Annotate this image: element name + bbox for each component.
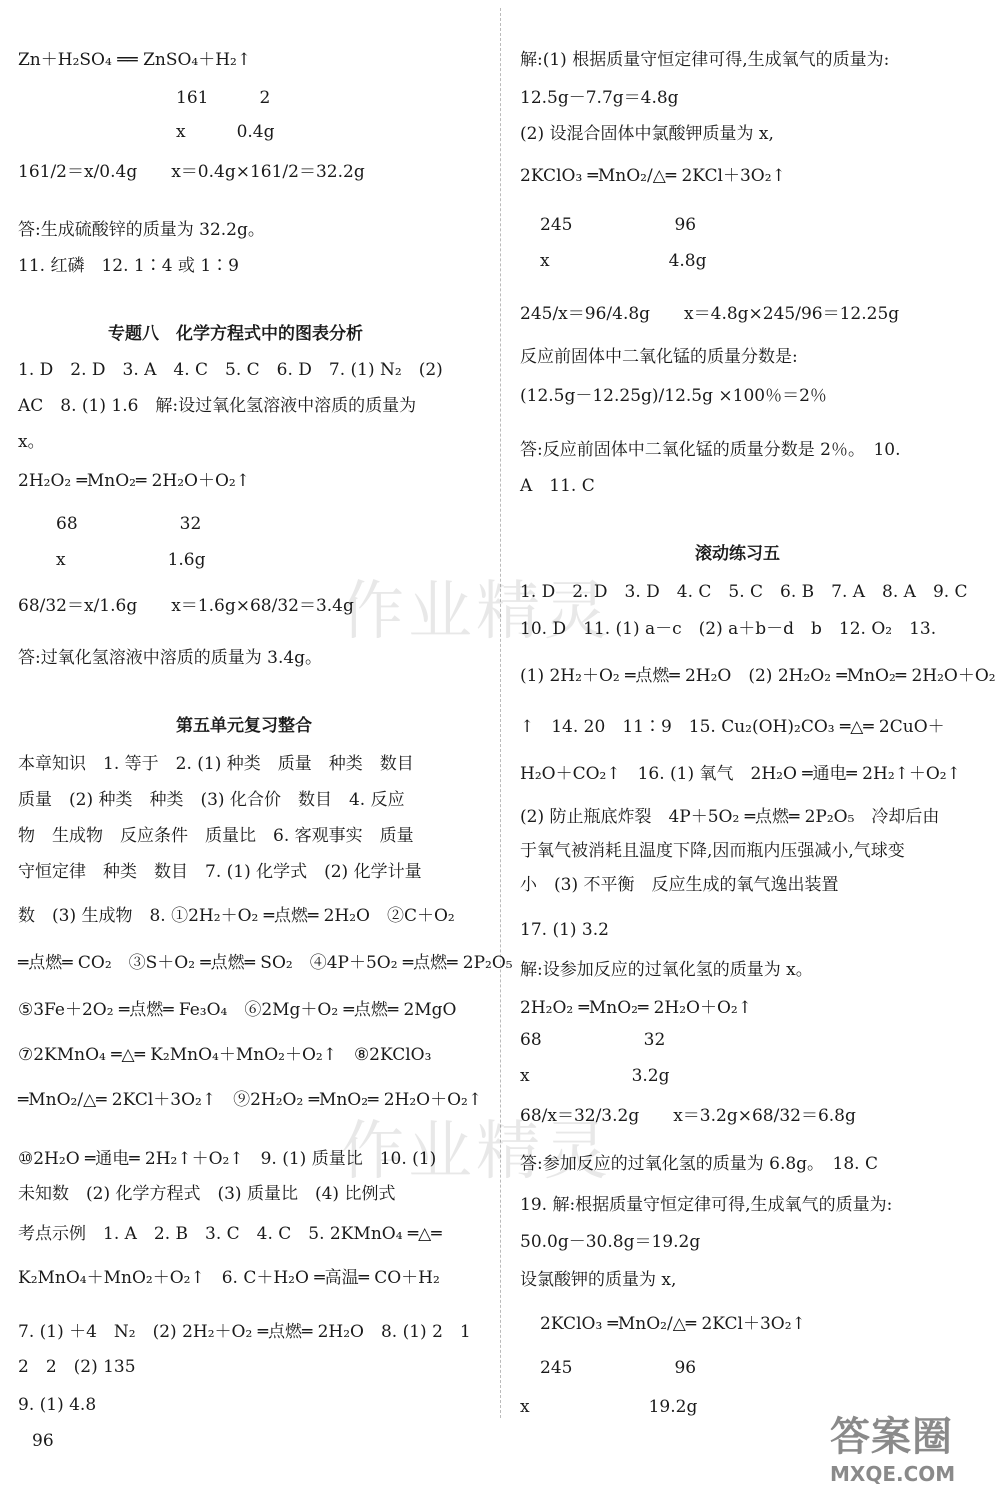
text-line: 10. D 11. (1) a－c (2) a＋b－d b 12. O₂ 13. (520, 619, 937, 639)
text-line: ⑤3Fe＋2O₂ ═点燃═ Fe₃O₄ ⑥2Mg＋O₂ ═点燃═ 2MgO (18, 1000, 457, 1020)
text-line: ⑦2KMnO₄ ═△═ K₂MnO₄＋MnO₂＋O₂↑ ⑧2KClO₃ (18, 1045, 432, 1065)
text-line: 考点示例 1. A 2. B 3. C 4. C 5. 2KMnO₄ ═△═ (18, 1224, 442, 1244)
text-line: ═MnO₂/△═ 2KCl＋3O₂↑ ⑨2H₂O₂ ═MnO₂═ 2H₂O＋O₂↑ (18, 1090, 483, 1110)
text-line: Zn＋H₂SO₄ ══ ZnSO₄＋H₂↑ (18, 50, 252, 70)
text-line: ↑ 14. 20 11∶9 15. Cu₂(OH)₂CO₃ ═△═ 2CuO＋ (520, 717, 945, 737)
text-line: 161 2 (176, 88, 271, 108)
text-line: (12.5g－12.25g)/12.5g ×100％＝2％ (520, 386, 827, 406)
text-line: (2) 防止瓶底炸裂 4P＋5O₂ ═点燃═ 2P₂O₅ 冷却后由 (520, 807, 940, 827)
text-line: (2) 设混合固体中氯酸钾质量为 x, (520, 124, 774, 144)
text-line: 答:反应前固体中二氧化锰的质量分数是 2％。 10. (520, 440, 901, 460)
text-line: 2KClO₃ ═MnO₂/△═ 2KCl＋3O₂↑ (520, 166, 786, 186)
text-line: 于氧气被消耗且温度下降,因而瓶内压强减小,气球变 (520, 841, 905, 861)
text-line: A 11. C (520, 476, 595, 496)
text-line: 68 32 (56, 514, 202, 534)
text-line: K₂MnO₄＋MnO₂＋O₂↑ 6. C＋H₂O ═高温═ CO＋H₂ (18, 1268, 440, 1288)
text-line: 12.5g－7.7g＝4.8g (520, 88, 679, 108)
text-line: 245 96 (540, 1358, 697, 1378)
text-line: 68 32 (520, 1030, 666, 1050)
text-line: 解:设参加反应的过氧化氢的质量为 x。 (520, 960, 813, 980)
text-line: 质量 (2) 种类 种类 (3) 化合价 数目 4. 反应 (18, 790, 405, 810)
text-line: H₂O＋CO₂↑ 16. (1) 氧气 2H₂O ═通电═ 2H₂↑＋O₂↑ (520, 764, 961, 784)
text-line: 2H₂O₂ ═MnO₂═ 2H₂O＋O₂↑ (520, 998, 752, 1018)
text-line: 7. (1) ＋4 N₂ (2) 2H₂＋O₂ ═点燃═ 2H₂O 8. (1) 2 1 (18, 1322, 471, 1342)
text-line: 答:过氧化氢溶液中溶质的质量为 3.4g。 (18, 648, 323, 668)
text-line: x。 (18, 432, 45, 452)
text-line: 245 96 (540, 215, 697, 235)
text-line: 答:参加反应的过氧化氢的质量为 6.8g。 18. C (520, 1154, 878, 1174)
text-line: 17. (1) 3.2 (520, 920, 609, 940)
text-line: 1. D 2. D 3. A 4. C 5. C 6. D 7. (1) N₂ (2) (18, 360, 443, 380)
text-line: 9. (1) 4.8 (18, 1395, 97, 1415)
watermark: 作业精灵 (340, 575, 612, 649)
page-number: 96 (32, 1431, 54, 1451)
watermark: 作业精灵 (340, 1115, 612, 1189)
text-line: 守恒定律 种类 数目 7. (1) 化学式 (2) 化学计量 (18, 862, 422, 882)
text-line: 小 (3) 不平衡 反应生成的氧气逸出装置 (520, 875, 839, 895)
text-line: 2 2 (2) 135 (18, 1357, 136, 1377)
site-logo (830, 1405, 955, 1486)
text-line: 1. D 2. D 3. D 4. C 5. C 6. B 7. A 8. A 9. C (520, 582, 968, 602)
text-line: x 3.2g (520, 1066, 670, 1086)
text-line: ⑩2H₂O ═通电═ 2H₂↑＋O₂↑ 9. (1) 质量比 10. (1) (18, 1149, 437, 1169)
logo-text: 答案圈 (830, 1414, 953, 1460)
text-line: 2H₂O₂ ═MnO₂═ 2H₂O＋O₂↑ (18, 471, 250, 491)
text-line: 数 (3) 生成物 8. ①2H₂＋O₂ ═点燃═ 2H₂O ②C＋O₂ (18, 906, 455, 926)
text-line: 161/2＝x/0.4g x＝0.4g×161/2＝32.2g (18, 162, 365, 182)
text-line: 68/x＝32/3.2g x＝3.2g×68/32＝6.8g (520, 1106, 856, 1126)
text-line: 物 生成物 反应条件 质量比 6. 客观事实 质量 (18, 826, 414, 846)
text-line: 2KClO₃ ═MnO₂/△═ 2KCl＋3O₂↑ (540, 1314, 806, 1334)
text-line: x 19.2g (520, 1397, 698, 1417)
text-line: 19. 解:根据质量守恒定律可得,生成氧气的质量为: (520, 1195, 893, 1215)
text-line: 50.0g－30.8g＝19.2g (520, 1232, 701, 1252)
section-heading: 第五单元复习整合 (176, 716, 312, 736)
text-line: 68/32＝x/1.6g x＝1.6g×68/32＝3.4g (18, 596, 354, 616)
column-divider (500, 8, 501, 1418)
logo-url: MXQE.COM (830, 1462, 956, 1486)
text-line: x 4.8g (540, 251, 707, 271)
text-line: 11. 红磷 12. 1∶4 或 1∶9 (18, 256, 239, 276)
section-heading: 专题八 化学方程式中的图表分析 (108, 324, 363, 344)
text-line: 解:(1) 根据质量守恒定律可得,生成氧气的质量为: (520, 50, 890, 70)
text-line: 设氯酸钾的质量为 x, (520, 1270, 677, 1290)
text-line: 答:生成硫酸锌的质量为 32.2g。 (18, 220, 265, 240)
section-heading: 滚动练习五 (695, 544, 780, 564)
text-line: x 0.4g (176, 122, 275, 142)
text-line: 本章知识 1. 等于 2. (1) 种类 质量 种类 数目 (18, 754, 414, 774)
text-line: 未知数 (2) 化学方程式 (3) 质量比 (4) 比例式 (18, 1184, 396, 1204)
text-line: (1) 2H₂＋O₂ ═点燃═ 2H₂O (2) 2H₂O₂ ═MnO₂═ 2H₂O＋O₂ (520, 666, 996, 686)
text-line: 反应前固体中二氧化锰的质量分数是: (520, 347, 798, 367)
text-line: 245/x＝96/4.8g x＝4.8g×245/96＝12.25g (520, 304, 900, 324)
text-line: x 1.6g (56, 550, 206, 570)
text-line: ═点燃═ CO₂ ③S＋O₂ ═点燃═ SO₂ ④4P＋5O₂ ═点燃═ 2P₂O₅ (18, 953, 513, 973)
text-line: AC 8. (1) 1.6 解:设过氧化氢溶液中溶质的质量为 (18, 396, 417, 416)
